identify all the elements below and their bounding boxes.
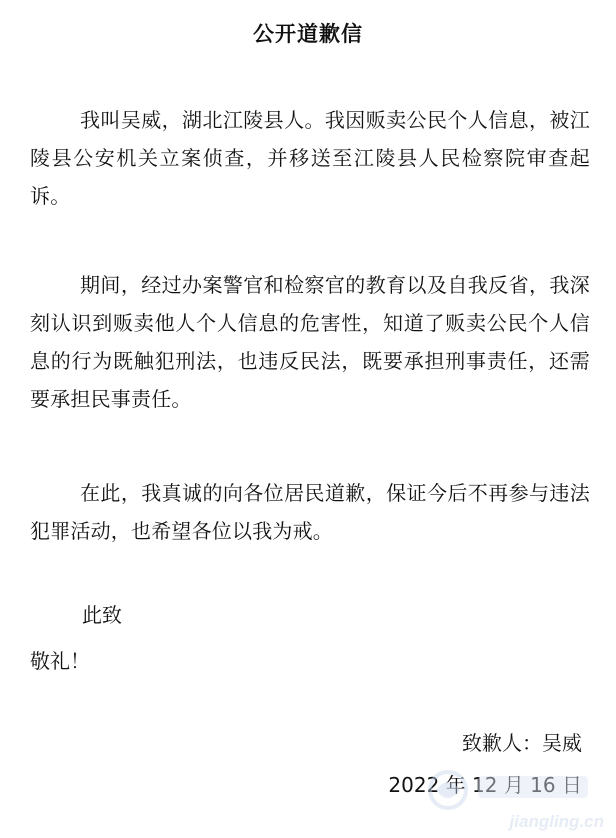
paragraph-2: 期间，经过办案警官和检察官的教育以及自我反省，我深刻认识到贩卖他人个人信息的危害性，知道了贩卖公民个人信息的行为既触犯刑法，也违反民法，既要承担刑事责任，还需要承担民事责任。 xyxy=(30,273,590,411)
closing-salutation-1: 此致 xyxy=(82,603,122,627)
paragraph-3: 在此，我真诚的向各位居民道歉，保证今后不再参与违法犯罪活动，也希望各位以我为戒。 xyxy=(30,481,590,543)
paragraph-1: 我叫吴威，湖北江陵县人。我因贩卖公民个人信息，被江陵县公安机关立案侦查，并移送至江陵县人民检察院审查起诉。 xyxy=(30,108,590,208)
letter-title: 公开道歉信 xyxy=(253,22,363,46)
signer-line: 致歉人：吴威 xyxy=(462,731,582,755)
closing-salutation-2: 敬礼！ xyxy=(30,649,90,673)
date-line: 2022 年 12 月 16 日 xyxy=(388,773,582,797)
watermark-text: jiangling.cn xyxy=(509,812,604,831)
